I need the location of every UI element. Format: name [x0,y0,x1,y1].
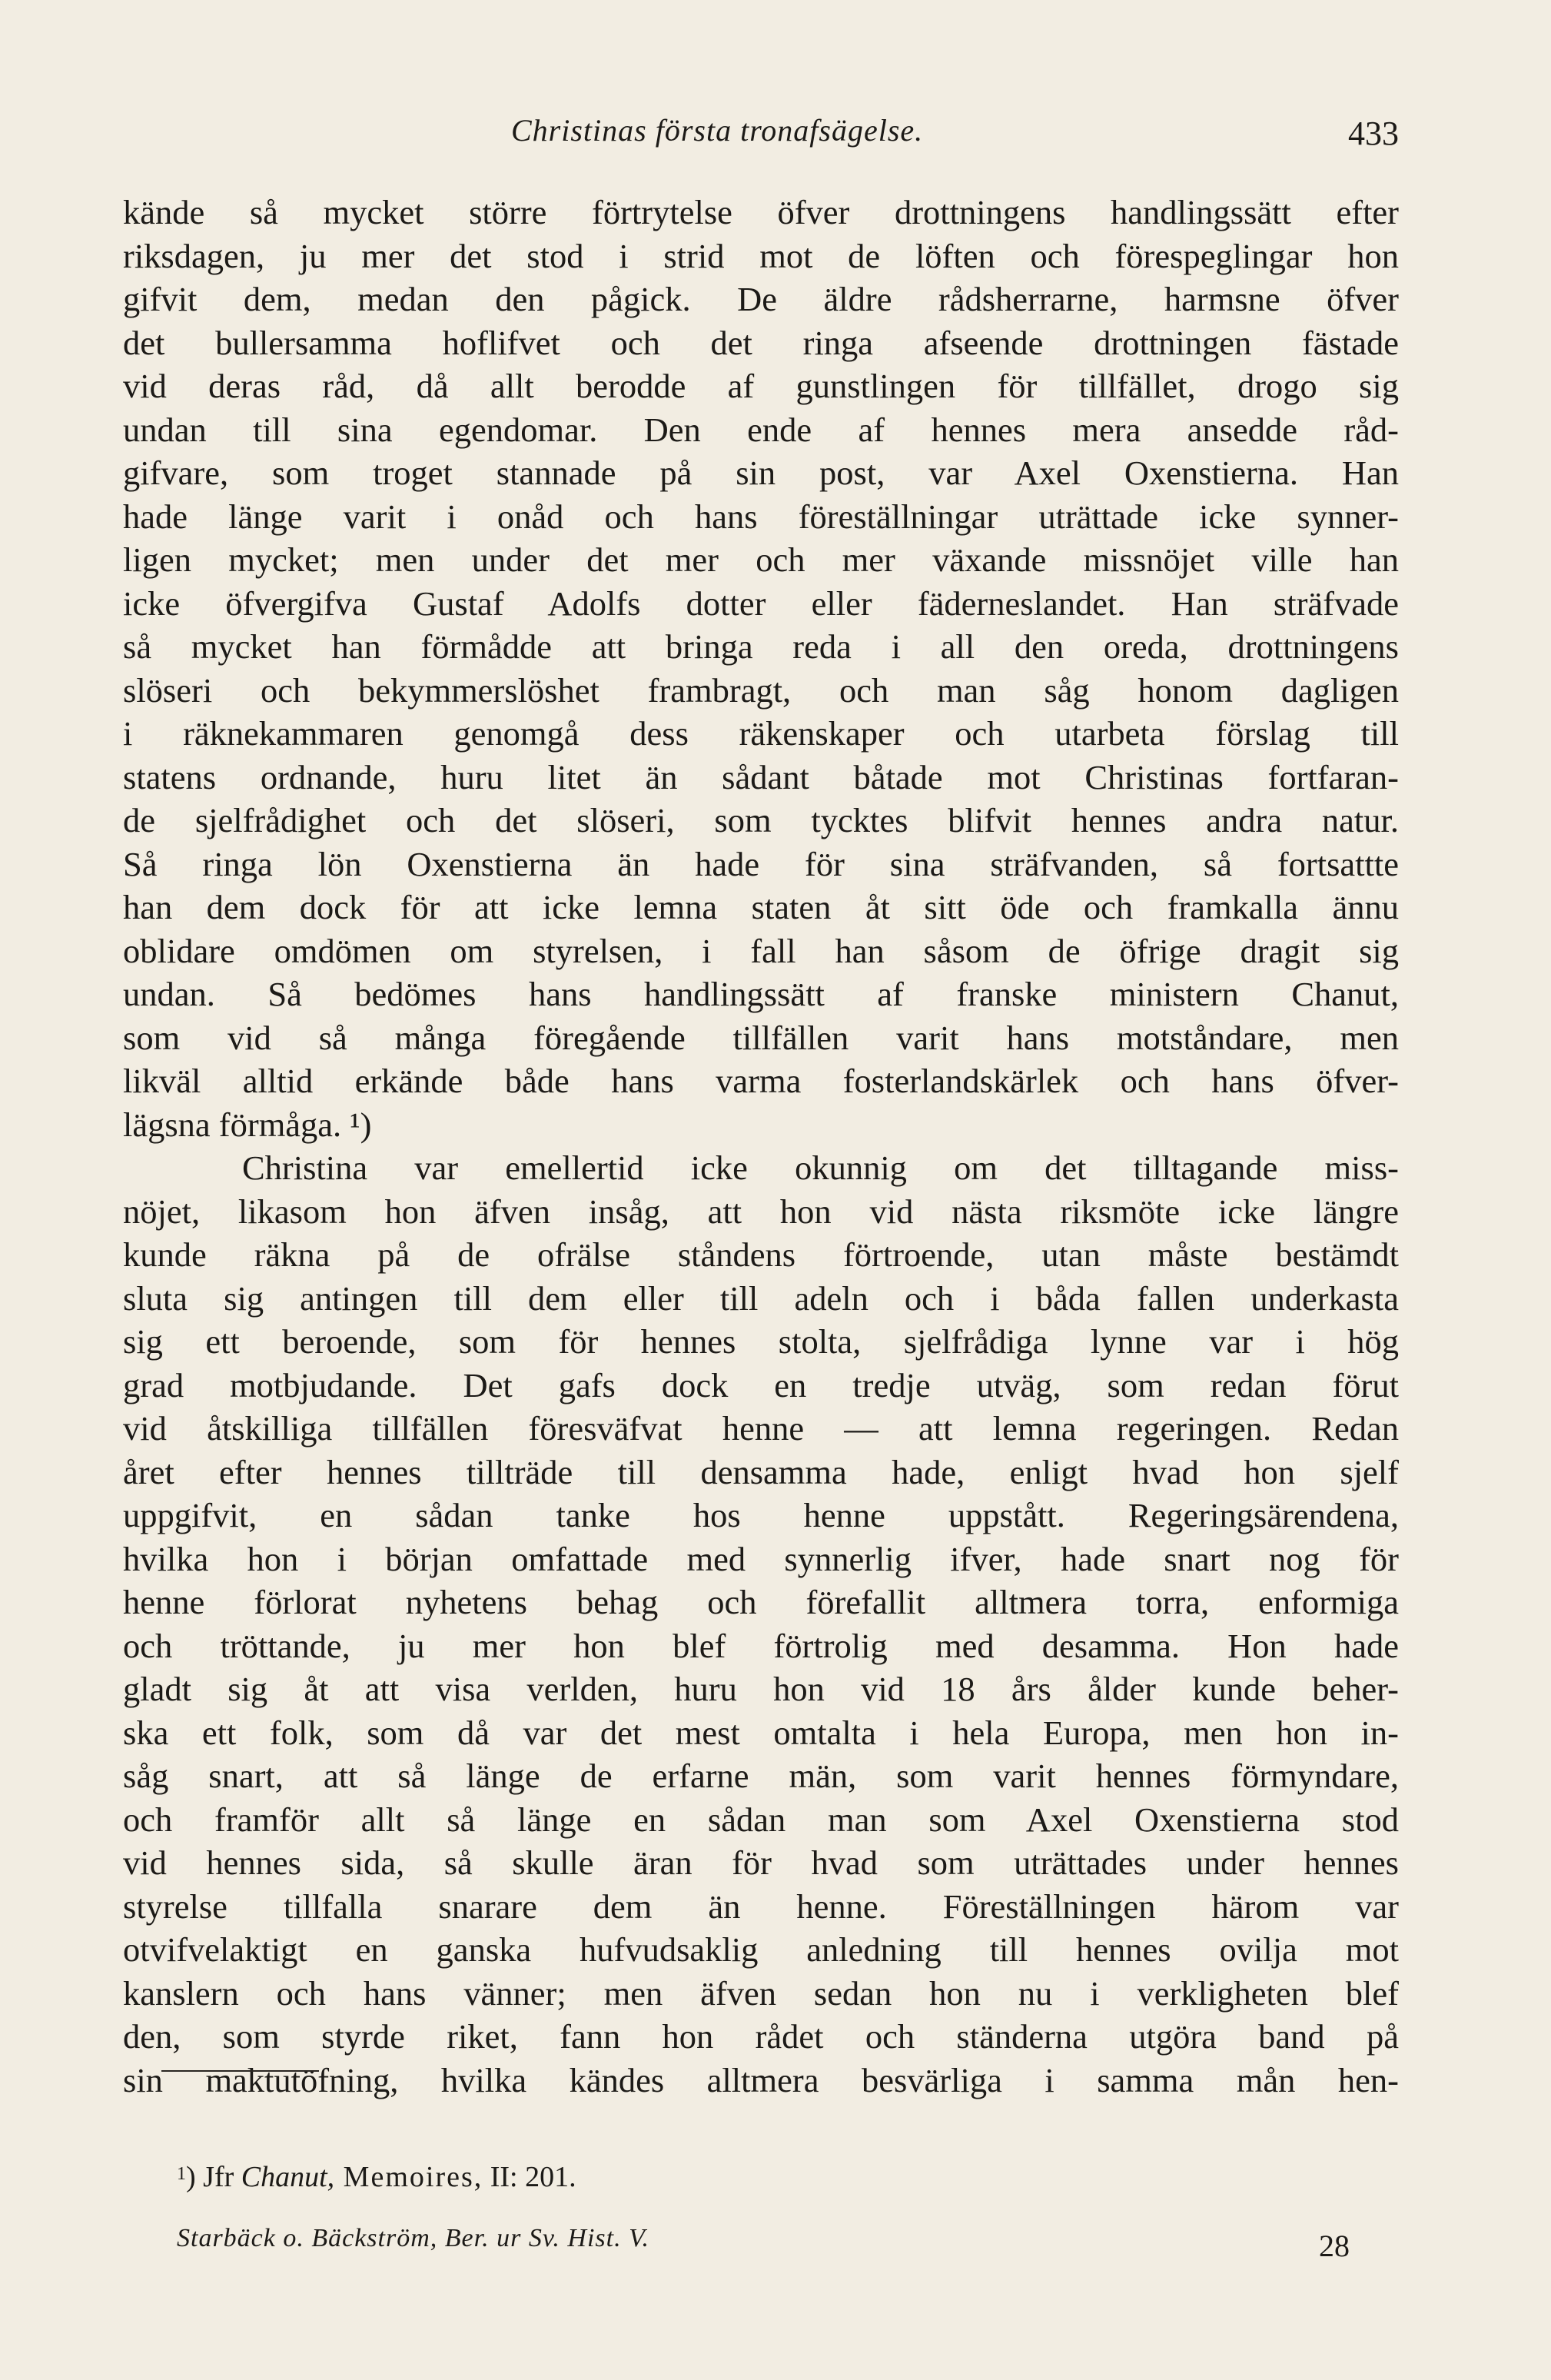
text-line: statens ordnande, huru litet än sådant båtade mot Christinas fortfaran- [123,757,1399,796]
text-line: nöjet, likasom hon äfven insåg, att hon vid nästa riksmöte icke längre [123,1192,1399,1231]
text-line: kunde räkna på de ofrälse ståndens förtroende, utan måste bestämdt [123,1235,1399,1274]
text-line: de sjelfrådighet och det slöseri, som tycktes blifvit hennes andra natur. [123,801,1399,839]
text-line: undan till sina egendomar. Den ende af hennes mera ansedde råd- [123,410,1399,449]
text-line: Christina var emellertid icke okunnig om det tilltagande miss- [242,1148,1399,1187]
sheet-number: 28 [1319,2229,1350,2263]
text-line: lägsna förmåga. ¹) [123,1105,372,1144]
text-line: slöseri och bekymmerslöshet frambragt, och man såg honom dagligen [123,670,1399,710]
footnote-divider [161,2070,319,2072]
text-line: året efter hennes tillträde till densamma hade, enligt hvad hon sjelf [123,1452,1399,1491]
text-line: vid åtskilliga tillfällen föresväfvat henne — att lemna regeringen. Redan [123,1409,1399,1448]
text-line: gifvare, som troget stannade på sin post, var Axel Oxenstierna. Han [123,454,1399,492]
text-line: icke öfvergifva Gustaf Adolfs dotter eller fäderneslandet. Han sträfvade [123,583,1399,623]
text-line: som vid så många föregående tillfällen varit hans motståndare, men [123,1018,1399,1057]
text-line: oblidare omdömen om styrelsen, i fall han såsom de öfrige dragit sig [123,931,1399,970]
text-line: och framför allt så länge en sådan man som Axel Oxenstierna stod [123,1800,1399,1839]
text-line: likväl alltid erkände både hans varma fosterlandskärlek och hans öfver- [123,1062,1399,1100]
footnote [177,2162,576,2192]
text-line: det bullersamma hoflifvet och det ringa afseende drottningen fästade [123,323,1399,362]
page-number: 433 [1348,115,1399,152]
text-line: gifvit dem, medan den pågick. De äldre rådsherrarne, harmsne öfver [123,280,1399,318]
text-line: sluta sig antingen till dem eller till adeln och i båda fallen underkasta [123,1278,1399,1318]
footnote-work: Memoires, [334,2161,483,2193]
text-line: i räknekammaren genomgå dess räkenskaper och utarbeta förslag till [123,714,1399,753]
text-line: otvifvelaktigt en ganska hufvudsaklig anledning till hennes ovilja mot [123,1930,1399,1969]
footnote-prefix: ) Jfr [186,2161,241,2193]
text-line: kände så mycket större förtrytelse öfver drottningens handlingssätt efter [123,193,1399,231]
text-line: sin maktutöfning, hvilka kändes alltmera besvärliga i samma mån hen- [123,2060,1399,2099]
footnote-author: Chanut, [241,2161,335,2193]
text-line: Så ringa lön Oxenstierna än hade för sina sträfvanden, så fortsattte [123,844,1399,883]
text-line: undan. Så bedömes hans handlingssätt af franske ministern Chanut, [123,975,1399,1013]
text-line: gladt sig åt att visa verlden, huru hon vid 18 års ålder kunde beher- [123,1670,1399,1708]
text-line: och tröttande, ju mer hon blef förtrolig med desamma. Hon hade [123,1626,1399,1665]
text-line: så mycket han förmådde att bringa reda i all den oreda, drottningens [123,627,1399,666]
text-line: hvilka hon i början omfattade med synnerlig ifver, hade snart nog för [123,1539,1399,1578]
text-line: uppgifvit, en sådan tanke hos henne uppstått. Regeringsärendena, [123,1496,1399,1534]
page-header [123,112,1399,166]
text-line: henne förlorat nyhetens behag och förefallit alltmera torra, enformiga [123,1583,1399,1621]
text-line: sig ett beroende, som för hennes stolta, sjelfrådiga lynne var i hög [123,1322,1399,1361]
text-line: ligen mycket; men under det mer och mer växande missnöjet ville han [123,540,1399,579]
text-line: han dem dock för att icke lemna staten åt sitt öde och framkalla ännu [123,888,1399,926]
text-line: riksdagen, ju mer det stod i strid mot de löften och förespeglingar hon [123,236,1399,275]
footnote-marker: 1 [177,2164,186,2184]
text-line: vid hennes sida, så skulle äran för hvad som uträttades under hennes [123,1843,1399,1882]
text-line: grad motbjudande. Det gafs dock en tredje utväg, som redan förut [123,1365,1399,1404]
running-title: Christinas första tronafsägelse. [511,113,924,148]
text-line: den, som styrde riket, fann hon rådet och ständerna utgöra band på [123,2017,1399,2056]
signature-line: Starbäck o. Bäckström, Ber. ur Sv. Hist. V. [177,2224,649,2252]
text-line: ska ett folk, som då var det mest omtalta i hela Europa, men hon in- [123,1713,1399,1752]
text-line: styrelse tillfalla snarare dem än henne. Föreställningen härom var [123,1886,1399,1926]
text-line: såg snart, att så länge de erfarne män, som varit hennes förmyndare, [123,1757,1399,1795]
text-line: vid deras råd, då allt berodde af gunstlingen för tillfället, drogo sig [123,367,1399,405]
body-text [123,191,1399,2102]
footnote-reference: II: 201. [483,2161,576,2193]
text-line: hade länge varit i onåd och hans föreställningar uträttade icke synner- [123,497,1399,536]
text-line: kanslern och hans vänner; men äfven sedan hon nu i verkligheten blef [123,1973,1399,2013]
